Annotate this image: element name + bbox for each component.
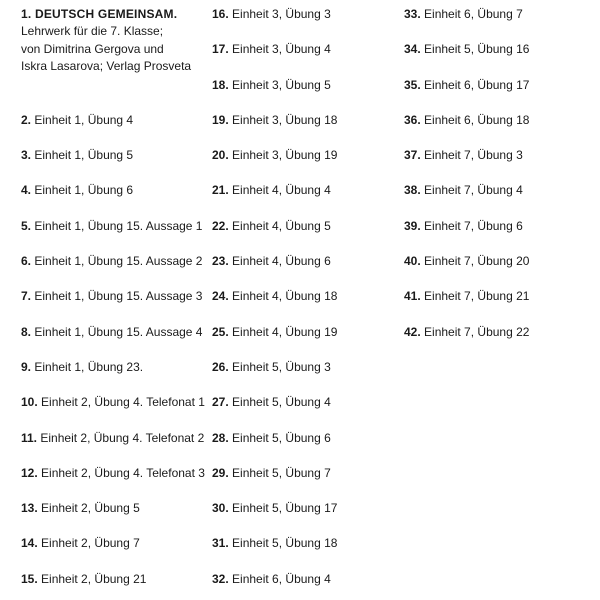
item-number: 12. [21,465,38,480]
column-2 [212,6,400,600]
item-number: 33. [404,7,421,21]
item-number: 3. [21,148,32,163]
book-entry-subtitle: Lehrwerk für die 7. Klasse; [21,24,164,39]
list-item [212,112,400,147]
column-3 [404,6,596,359]
item-label: Einheit 1, Übung 5 [34,148,134,163]
item-number: 40. [404,254,421,269]
list-item [21,288,209,323]
item-label: Einheit 7, Übung 21 [424,289,530,304]
item-number: 27. [212,395,229,410]
item-number: 13. [21,501,38,516]
item-number: 25. [212,324,229,339]
item-label: Einheit 5, Übung 17 [232,501,338,516]
item-label: Einheit 5, Übung 3 [232,359,331,374]
item-number: 20. [212,148,229,163]
item-number: 4. [21,183,32,198]
item-number: 24. [212,289,229,304]
item-label: Einheit 2, Übung 4. Telefonat 1 [41,395,205,410]
item-label: Einheit 3, Übung 18 [232,112,338,127]
item-number: 7. [21,289,32,304]
list-item [21,182,209,217]
item-number: 10. [21,395,38,410]
list-item [212,147,400,182]
item-number: 5. [21,218,32,233]
item-label: Einheit 2, Übung 5 [41,501,140,516]
list-item [404,112,596,147]
item-label: Einheit 4, Übung 19 [232,324,338,339]
item-number: 11. [21,430,38,445]
item-number: 39. [404,218,421,233]
list-item [212,218,400,253]
item-number: 31. [212,536,229,551]
item-number: 18. [212,77,229,92]
item-label: Einheit 5, Übung 16 [424,42,530,57]
item-label: Einheit 5, Übung 18 [232,536,338,551]
item-number: 15. [21,571,38,586]
list-item [21,430,209,465]
track-list-2 [212,6,400,600]
item-label: Einheit 7, Übung 3 [424,148,523,163]
book-title: DEUTSCH GEMEINSAM. [34,7,178,21]
list-item [404,41,596,76]
item-number: 23. [212,254,229,269]
item-label: Einheit 7, Übung 4 [424,183,523,198]
list-item [212,253,400,288]
track-list-1 [21,112,209,600]
item-number: 19. [212,112,229,127]
list-item [404,288,596,323]
item-number: 37. [404,148,421,163]
column-1 [21,6,209,600]
list-item [212,465,400,500]
item-number: 35. [404,77,421,92]
list-item [21,465,209,500]
list-item [21,147,209,182]
list-item [212,430,400,465]
item-number: 28. [212,430,229,445]
item-label: Einheit 3, Übung 19 [232,148,338,163]
item-number: 36. [404,112,421,127]
item-number: 38. [404,183,421,198]
list-item [212,394,400,429]
item-label: Einheit 1, Übung 6 [34,183,134,198]
list-item [21,394,209,429]
item-number: 14. [21,536,38,551]
list-item [21,253,209,288]
item-label: Einheit 4, Übung 4 [232,183,331,198]
list-item [212,324,400,359]
book-entry-publisher: Iskra Lasarova; Verlag Prosveta [21,58,192,73]
item-label: Einheit 5, Übung 6 [232,430,331,445]
list-item [21,112,209,147]
list-item [404,324,596,359]
item-number: 30. [212,501,229,516]
item-number: 34. [404,42,421,57]
list-item [212,571,400,600]
item-label: Einheit 2, Übung 4. Telefonat 3 [41,465,205,480]
track-list-3 [404,6,596,359]
list-item [212,182,400,217]
item-number: 32. [212,571,229,586]
list-item [21,535,209,570]
item-label: Einheit 3, Übung 3 [232,7,331,21]
list-item [212,288,400,323]
item-number: 17. [212,42,229,57]
list-item [404,77,596,112]
item-number: 22. [212,218,229,233]
item-label: Einheit 1, Übung 15. Aussage 2 [34,254,203,269]
book-entry-title-line [21,6,209,23]
list-item [212,41,400,76]
item-number: 16. [212,7,229,21]
book-entry [21,6,209,112]
list-item [212,77,400,112]
item-label: Einheit 3, Übung 5 [232,77,331,92]
list-item [212,535,400,570]
item-label: Einheit 5, Übung 7 [232,465,331,480]
item-label: Einheit 1, Übung 15. Aussage 4 [34,324,203,339]
item-label: Einheit 2, Übung 7 [41,536,140,551]
item-number: 6. [21,254,32,269]
item-label: Einheit 6, Übung 7 [424,7,523,21]
item-label: Einheit 1, Übung 4 [34,112,134,127]
item-label: Einheit 5, Übung 4 [232,395,331,410]
list-item [404,147,596,182]
list-item [21,500,209,535]
item-label: Einheit 3, Übung 4 [232,42,331,57]
item-number: 8. [21,324,32,339]
item-label: Einheit 7, Übung 22 [424,324,530,339]
item-label: Einheit 1, Übung 15. Aussage 1 [34,218,203,233]
list-item [21,218,209,253]
item-label: Einheit 1, Übung 15. Aussage 3 [34,289,203,304]
item-label: Einheit 1, Übung 23. [34,359,144,374]
list-item [21,359,209,394]
item-number: 21. [212,183,229,198]
item-label: Einheit 6, Übung 4 [232,571,331,586]
item-number: 41. [404,289,421,304]
item-number: 29. [212,465,229,480]
item-number: 42. [404,324,421,339]
list-item [21,571,209,600]
list-item [21,324,209,359]
item-number: 2. [21,112,32,127]
list-item [404,218,596,253]
book-entry-authors: von Dimitrina Gergova und [21,41,164,56]
list-item [404,6,596,41]
item-label: Einheit 2, Übung 21 [41,571,147,586]
list-item [212,6,400,41]
item-label: Einheit 4, Übung 6 [232,254,331,269]
list-item [212,500,400,535]
item-number: 9. [21,359,32,374]
item-number: 1. [21,7,32,21]
item-label: Einheit 2, Übung 4. Telefonat 2 [40,430,205,445]
item-label: Einheit 4, Übung 18 [232,289,338,304]
list-item [404,253,596,288]
item-number: 26. [212,359,229,374]
item-label: Einheit 6, Übung 17 [424,77,530,92]
list-item [212,359,400,394]
list-item [404,182,596,217]
item-label: Einheit 7, Übung 20 [424,254,530,269]
item-label: Einheit 4, Übung 5 [232,218,331,233]
item-label: Einheit 6, Übung 18 [424,112,530,127]
item-label: Einheit 7, Übung 6 [424,218,523,233]
